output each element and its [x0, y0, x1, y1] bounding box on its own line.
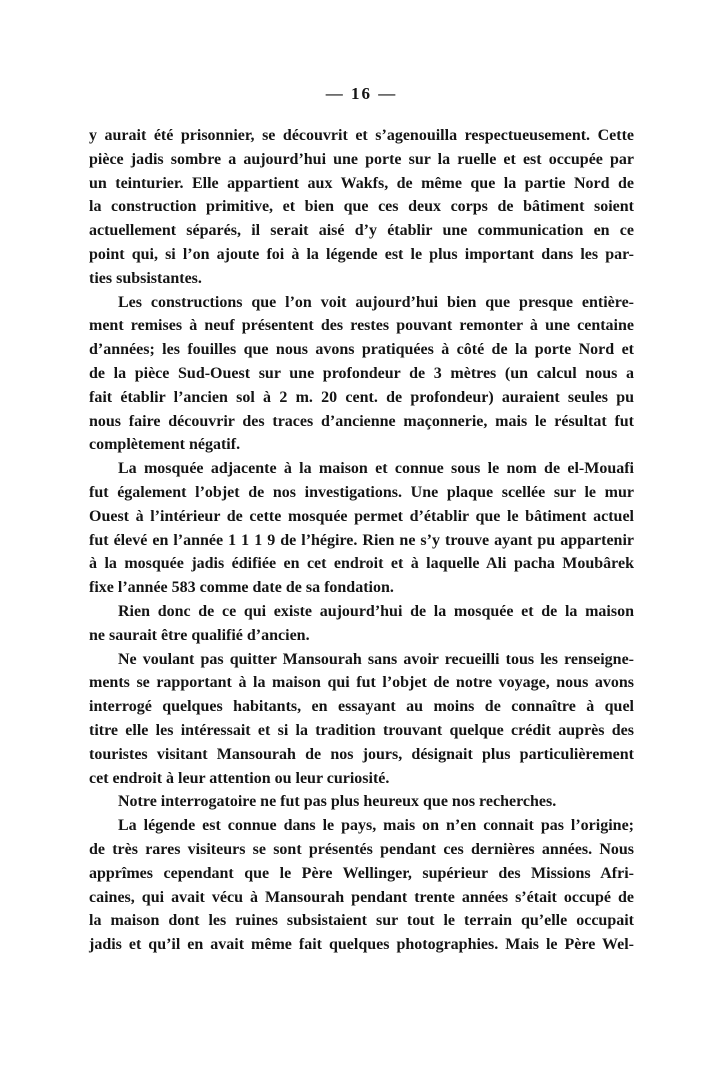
text-line: interrogé quelques habitants, en essayant au moins de connaître à quel [89, 698, 634, 716]
text-line: ments se rapportant à la maison qui fut l’objet de notre voyage, nous avons [89, 674, 634, 692]
text-line: Les constructions que l’on voit aujourd’hui bien que presque entière- [118, 293, 634, 311]
text-line: titre elle les intéressait et si la tradition trouvant quelque crédit auprès des [89, 721, 634, 739]
text-line: de très rares visiteurs se sont présentés pendant ces dernières années. Nous [89, 840, 634, 858]
text-line: fixe l’année 583 comme date de sa fondation. [89, 579, 394, 597]
text-block [89, 124, 634, 957]
text-line: complètement négatif. [89, 436, 241, 454]
text-line: point qui, si l’on ajoute foi à la légende est le plus important dans les par- [89, 245, 634, 263]
text-line: la maison dont les ruines subsistaient sur tout le terrain qu’elle occupait [89, 912, 634, 930]
text-line: Notre interrogatoire ne fut pas plus heureux que nos recherches. [118, 793, 557, 811]
text-line: caines, qui avait vécu à Mansourah pendant trente années s’était occupé de [89, 888, 634, 906]
text-line: actuellement séparés, il serait aisé d’y établir une communication en ce [89, 222, 634, 240]
text-line: Ouest à l’intérieur de cette mosquée permet d’établir que le bâtiment actuel [89, 507, 634, 525]
text-line: d’années; les fouilles que nous avons pratiquées à côté de la porte Nord et [89, 341, 634, 359]
text-line: La mosquée adjacente à la maison et connue sous le nom de el-Mouafi [118, 460, 634, 478]
text-line: fait établir l’ancien sol à 2 m. 20 cent. de profondeur) auraient seules pu [89, 388, 634, 406]
text-line: fut élevé en l’année 1 1 1 9 de l’hégire. Rien ne s’y trouve ayant pu appartenir [89, 531, 634, 549]
text-line: jadis et qu’il en avait même fait quelques photographies. Mais le Père Wel- [89, 936, 634, 954]
text-line: de la pièce Sud-Ouest sur une profondeur de 3 mètres (un calcul nous a [89, 364, 634, 382]
text-line: pièce jadis sombre a aujourd’hui une porte sur la ruelle et est occupée par [89, 150, 634, 168]
text-line: La légende est connue dans le pays, mais on n’en connait pas l’origine; [118, 817, 634, 835]
text-line: Rien donc de ce qui existe aujourd’hui de la mosquée et de la maison [118, 602, 634, 620]
text-line: apprîmes cependant que le Père Wellinger, supérieur des Missions Afri- [89, 864, 634, 882]
text-line: ment remises à neuf présentent des restes pouvant remonter à une centaine [89, 317, 634, 335]
text-line: Ne voulant pas quitter Mansourah sans avoir recueilli tous les renseigne- [118, 650, 634, 668]
page-number: — 16 — [325, 84, 398, 103]
text-line: un teinturier. Elle appartient aux Wakfs, de même que la partie Nord de [89, 174, 634, 192]
text-line: y aurait été prisonnier, se découvrit et s’agenouilla respectueusement. Cette [89, 127, 634, 144]
text-line: touristes visitant Mansourah de nos jours, désignait plus particulièrement [89, 745, 634, 763]
text-line: ties subsistantes. [89, 269, 202, 287]
text-line: à la mosquée jadis édifiée en cet endroit et à laquelle Ali pacha Moubârek [89, 555, 634, 573]
text-line: ne saurait être qualifié d’ancien. [89, 626, 310, 644]
text-line: fut également l’objet de nos investigations. Une plaque scellée sur le mur [89, 483, 634, 501]
text-line: la construction primitive, et bien que ces deux corps de bâtiment soient [89, 198, 634, 216]
text-line: cet endroit à leur attention ou leur curiosité. [89, 769, 390, 787]
text-line: nous faire découvrir des traces d’ancienne maçonnerie, mais le résultat fut [89, 412, 634, 430]
